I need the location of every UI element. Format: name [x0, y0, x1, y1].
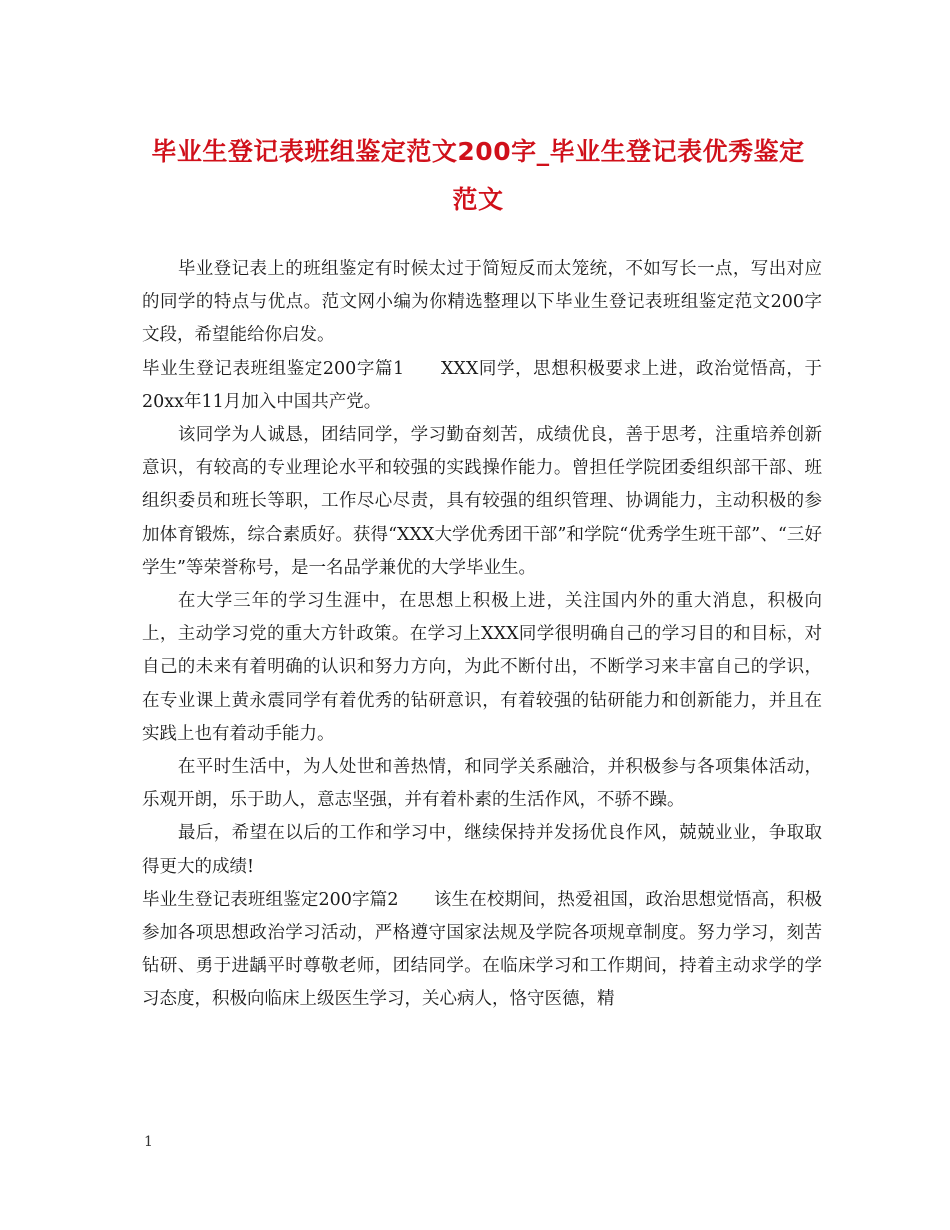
body-paragraph: 在大学三年的学习生涯中，在思想上积极上进，关注国内外的重大消息，积极向上，主动学习党的重大方针政策。在学习上XXX同学很明确自己的学习目的和目标，对自己的未来有着明确的认识和努力方向，为此不断付出，不断学习来丰富自己的学识，在专业课上黄永震同学有着优秀的钻研意识，有着较强的钻研能力和创新能力，并且在实践上也有着动手能力。 — [142, 591, 822, 744]
section-1-heading-paragraph: 毕业生登记表班组鉴定200字篇1 XXX同学，思想积极要求上进，政治觉悟高，于20xx年11月加入中国共产党。 — [142, 358, 822, 412]
body-paragraph: 该同学为人诚恳，团结同学，学习勤奋刻苦，成绩优良，善于思考，注重培养创新意识，有较高的专业理论水平和较强的实践操作能力。曾担任学院团委组织部干部、班组织委员和班长等职，工作尽心尽责，具有较强的组织管理、协调能力，主动积极的参加体育锻炼，综合素质好。获得“XXX大学优秀团干部”和学院“优秀学生班干部”、“三好学生”等荣誉称号，是一名品学兼优的大学毕业生。 — [142, 425, 822, 578]
section-2-heading-paragraph: 毕业生登记表班组鉴定200字篇2 该生在校期间，热爱祖国，政治思想觉悟高，积极参加各项思想政治学习活动，严格遵守国家法规及学院各项规章制度。努力学习，刻苦钻研、勇于进龋平时尊敬老师，团结同学。在临床学习和工作期间，持着主动求学的学习态度，积极向临床上级医生学习，关心病人，恪守医德，精 — [142, 889, 822, 1010]
document-title: 毕业生登记表班组鉴定范文200字_毕业生登记表优秀鉴定范文 — [151, 137, 805, 214]
document-body — [142, 253, 822, 1017]
page-number: 1 — [144, 1134, 153, 1150]
body-paragraph: 最后，希望在以后的工作和学习中，继续保持并发扬优良作风，兢兢业业，争取取得更大的成绩! — [142, 823, 822, 877]
intro-paragraph: 毕业登记表上的班组鉴定有时候太过于简短反而太笼统，不如写长一点，写出对应的同学的特点与优点。范文网小编为你精选整理以下毕业生登记表班组鉴定范文200字文段，希望能给你启发。 — [142, 259, 822, 346]
body-paragraph: 在平时生活中，为人处世和善热情，和同学关系融洽，并积极参与各项集体活动，乐观开朗，乐于助人，意志坚强，并有着朴素的生活作风，不骄不躁。 — [142, 757, 822, 811]
